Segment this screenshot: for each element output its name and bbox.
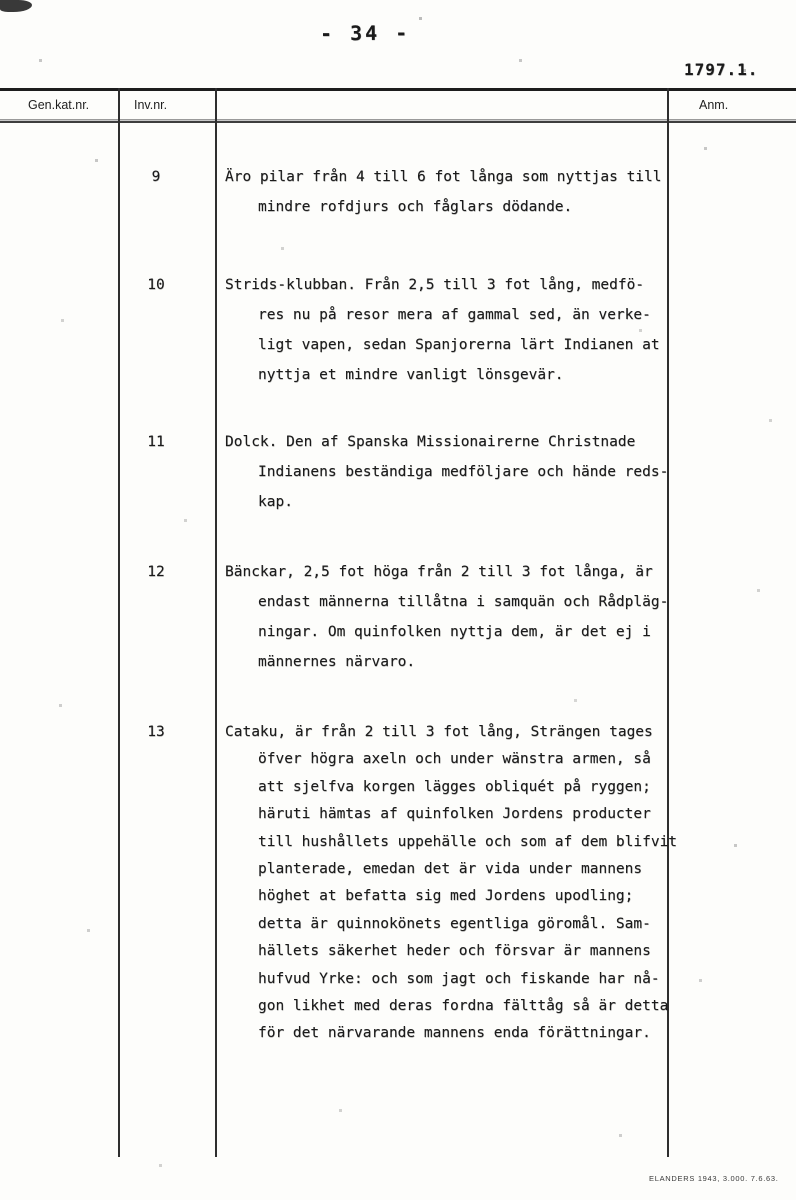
entry-text-line: att sjelfva korgen lägges obliquét på ryggen; [258,778,651,795]
entry-text-line: till hushållets uppehälle och som af dem blifvit [258,833,678,850]
entry-text-line: planterade, emedan det är vida under mannens [258,861,643,878]
entry-text-line: öfver högra axeln och under wänstra armen, så [258,751,651,768]
inv-nr-value: 13 [147,724,165,740]
reference-number: 1797.1. [684,60,759,79]
entry-text-line: kap. [258,494,293,510]
entry-text-line: mindre rofdjurs och fåglars dödande. [258,199,573,215]
entry-text-line: ningar. Om quinfolken nyttja dem, är det ej i [258,624,651,640]
entry-text-line: endast männerna tillåtna i samquän och Rådpläg- [258,594,669,610]
entry-text-line: för det närvarande mannens enda förättningar. [258,1025,651,1042]
column-header-inv-nr: Inv.nr. [134,98,168,112]
entry-text-line: hällets säkerhet heder och försvar är mannens [258,943,651,960]
column-divider-genkat-invnr [118,88,120,1157]
entry-text-line: höghet at befatta sig med Jordens upodling; [258,888,634,905]
entry-text-line: Strids-klubban. Från 2,5 till 3 fot lång, medfö- [225,277,645,293]
column-divider-invnr-body [215,88,217,1157]
entry-text-line: Äro pilar från 4 till 6 fot långa som nyttjas till [225,169,662,185]
entry-text-line: häruti hämtas af quinfolken Jordens producter [258,806,651,823]
scan-noise [0,0,1,1]
entry-text-line: gon likhet med deras fordna fälttåg så är detta [258,998,669,1015]
entry-text-line: ligt vapen, sedan Spanjorerna lärt Indianen at [258,337,660,353]
entry-text-line: männernes närvaro. [258,654,416,670]
column-header-anm: Anm. [699,98,729,112]
entry-text-line: Indianens beständiga medföljare och hände reds- [258,464,669,480]
inv-nr-value: 10 [147,277,165,293]
entry-text-line: Dolck. Den af Spanska Missionairerne Christnade [225,434,636,450]
entry-text-line: Cataku, är från 2 till 3 fot lång, Strängen tages [225,724,653,740]
entry-description [225,719,677,1048]
entry-text-line: detta är quinnokönets egentliga göromål. Sam- [258,915,651,932]
column-header-gen-kat-nr: Gen.kat.nr. [28,98,90,112]
entry-text-line: res nu på resor mera af gammal sed, än verke- [258,307,651,323]
entry-description [225,270,677,390]
entry-description [225,162,677,222]
inv-nr-value: 11 [147,434,165,450]
entry-text-line: hufvud Yrke: och som jagt och fiskande har nå- [258,970,660,987]
inv-nr-value: 9 [151,169,161,185]
entry-text-line: Bänckar, 2,5 fot höga från 2 till 3 fot långa, är [225,564,653,580]
inv-nr-value: 12 [147,564,165,580]
printer-mark: ELANDERS 1943, 3.000. 7.6.63. [649,1174,779,1183]
entry-description [225,427,677,517]
scan-artifact [0,0,32,12]
entry-description [225,557,677,677]
page-number: - 34 - [319,20,411,46]
entry-text-line: nyttja et mindre vanligt lönsgevär. [258,367,564,383]
